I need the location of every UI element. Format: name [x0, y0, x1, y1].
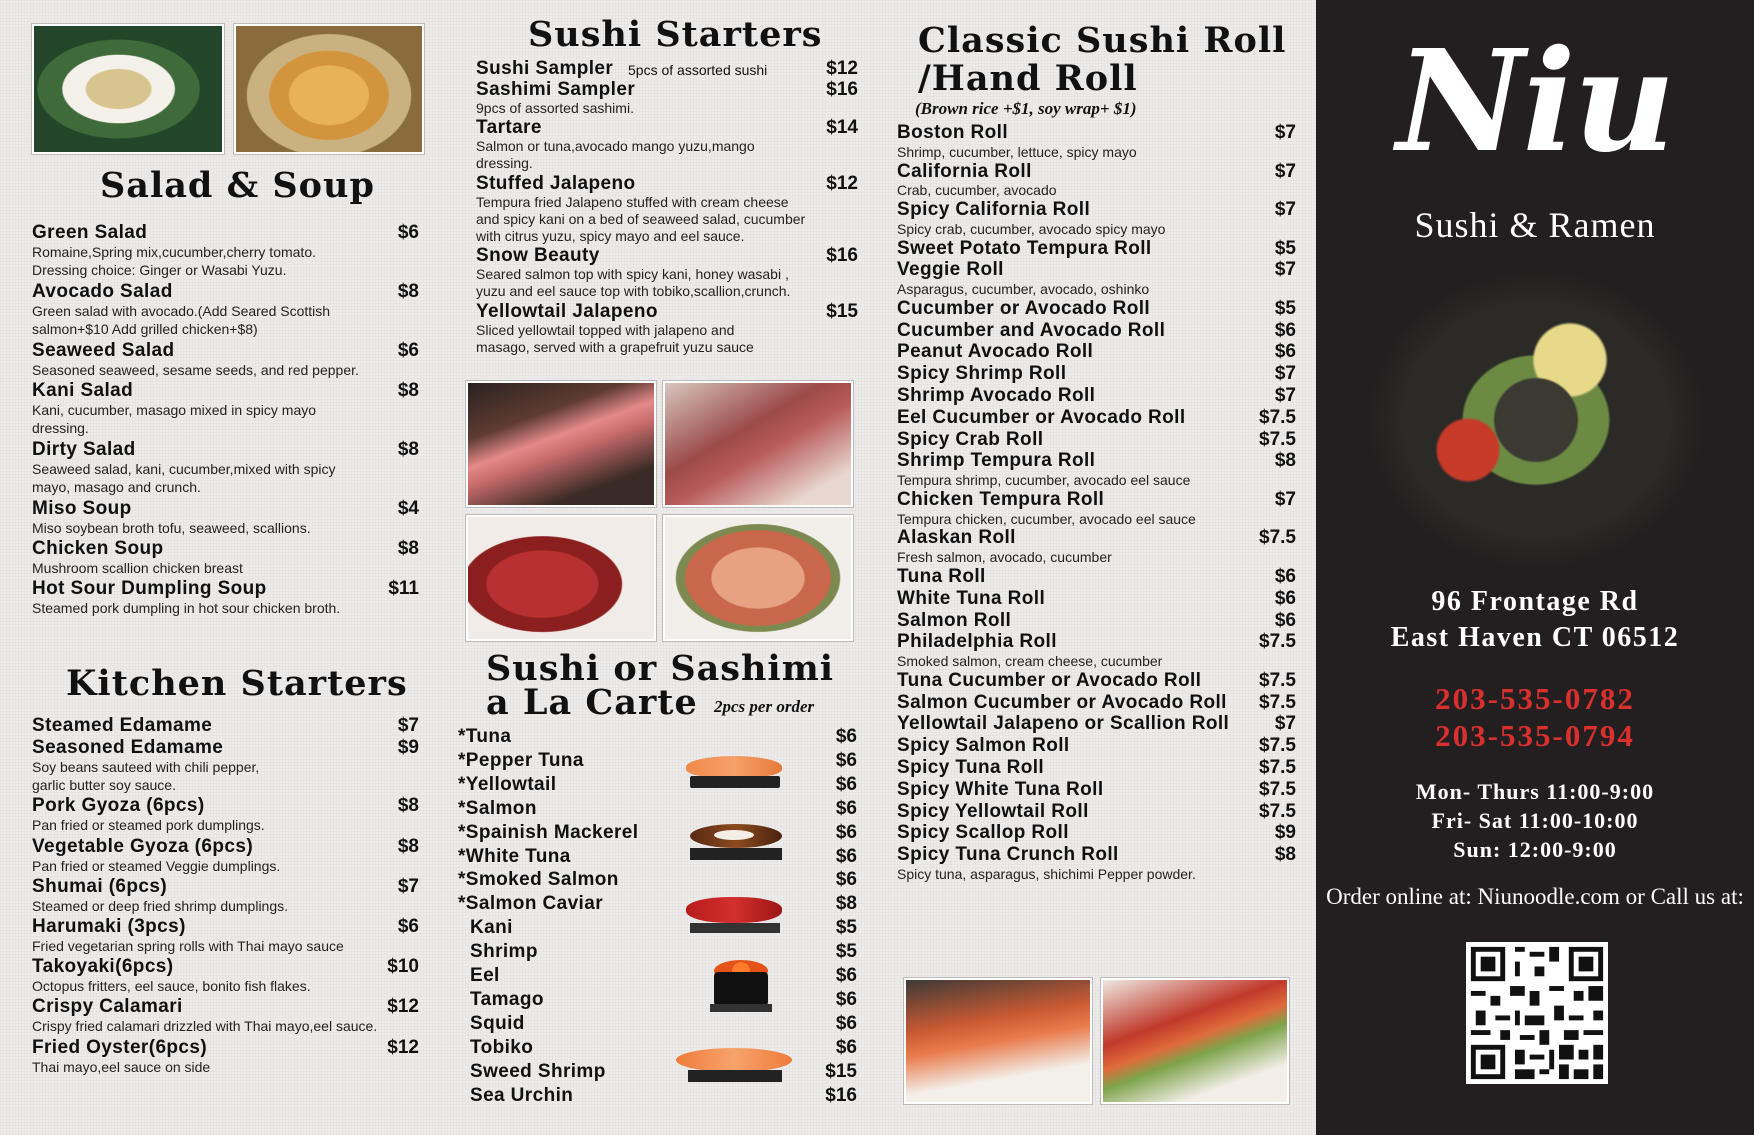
a-la-carte-item-price: $6 [835, 1036, 857, 1058]
roll-name: Shrimp Tempura Roll [897, 450, 1096, 472]
a-la-carte-item-name: Eel [470, 965, 500, 986]
sushi-photo-3 [466, 515, 656, 641]
nigiri-salmon-image [686, 752, 786, 790]
menu-item-description: Kani, cucumber, masago mixed in spicy mayo [32, 402, 317, 418]
miso-soup-photo [32, 24, 224, 154]
menu-item-note: 5pcs of assorted sushi [628, 62, 768, 78]
sushi-photo-4 [663, 515, 853, 641]
a-la-carte-item-price: $6 [835, 988, 857, 1010]
roll-price: $7.5 [1259, 631, 1296, 653]
roll-price: $5 [1274, 297, 1296, 319]
a-la-carte-item-name: Shrimp [470, 941, 538, 963]
menu-item-name: Avocado Salad [32, 280, 173, 302]
roll-name: Sweet Potato Tempura Roll [897, 237, 1152, 259]
a-la-carte-item-name: Sweed Shrimp [470, 1060, 606, 1082]
menu-item-price: $7 [397, 715, 419, 736]
roll-price: $7.5 [1259, 669, 1296, 691]
roll-price: $7.5 [1259, 778, 1296, 800]
roll-price: $7.5 [1259, 757, 1296, 778]
menu-item-description: Steamed pork dumpling in hot sour chicken broth. [32, 600, 341, 617]
a-la-carte-item-price: $6 [835, 965, 857, 986]
menu-item-name: Vegetable Gyoza (6pcs) [32, 835, 254, 857]
menu-item-description: Romaine,Spring mix,cucumber,cherry tomato. [32, 244, 316, 260]
roll-price: $7.5 [1259, 428, 1296, 450]
a-la-carte-item-name: *Yellowtail [458, 773, 557, 795]
tagline: Sushi & Ramen [1414, 205, 1656, 245]
a-la-carte-item-name: Squid [470, 1012, 525, 1034]
menu-item-price: $11 [388, 578, 419, 600]
menu-item-name: Miso Soup [32, 497, 132, 519]
sushi-photo-1 [466, 381, 656, 507]
menu-item-description: Octopus fritters, eel sauce, bonito fish flakes. [32, 978, 311, 995]
roll-description: Tempura chicken, cucumber, avocado eel sauce [897, 510, 1196, 527]
nigiri-eel-image [684, 822, 788, 862]
menu-item-description: 9pcs of assorted sashimi. [476, 100, 634, 116]
a-la-carte-item-name: *Pepper Tuna [458, 749, 584, 771]
roll-price: $7 [1274, 363, 1296, 385]
a-la-carte-item-name: *Salmon Caviar [458, 893, 603, 915]
roll-name: Veggie Roll [897, 259, 1004, 281]
roll-price: $7.5 [1259, 527, 1296, 549]
menu-item-price: $6 [397, 916, 419, 937]
roll-price: $6 [1274, 565, 1296, 587]
menu-item-name: Stuffed Jalapeno [476, 172, 636, 194]
roll-name: Salmon Cucumber or Avocado Roll [897, 691, 1227, 713]
menu-item-price: $8 [397, 835, 419, 857]
menu-item-description: Seasoned seaweed, sesame seeds, and red pepper. [32, 361, 359, 378]
roll-price: $7 [1274, 259, 1296, 281]
roll-name: Spicy Tuna Roll [897, 757, 1045, 778]
roll-price: $9 [1274, 822, 1296, 844]
menu-item-description: Mushroom scallion chicken breast [32, 560, 243, 576]
roll-name: Spicy Yellowtail Roll [897, 800, 1089, 822]
a-la-carte-item-price: $6 [835, 869, 857, 891]
menu-item-description: Pan fried or steamed pork dumplings. [32, 817, 265, 834]
menu-item-name: Steamed Edamame [32, 715, 213, 736]
classic-roll-subtitle: (Brown rice +$1, soy wrap+ $1) [915, 99, 1137, 118]
roll-description: Smoked salmon, cream cheese, cucumber [897, 653, 1163, 670]
roll-price: $7 [1274, 713, 1296, 735]
menu-item-price: $8 [397, 438, 419, 460]
phone-2[interactable]: 203-535-0794 [1435, 718, 1635, 753]
a-la-carte-item-name: Kani [470, 917, 513, 939]
roll-name: Yellowtail Jalapeno or Scallion Roll [897, 713, 1230, 735]
roll-description: Shrimp, cucumber, lettuce, spicy mayo [897, 143, 1137, 160]
menu-item-description: garlic butter soy sauce. [32, 777, 176, 794]
menu-item-name: Sashimi Sampler [476, 79, 636, 100]
a-la-carte-title-2: a La Carte [486, 682, 698, 723]
a-la-carte-item-price: $6 [835, 797, 857, 819]
address-line1: 96 Frontage Rd [1431, 586, 1639, 617]
info-panel [1316, 0, 1754, 1135]
a-la-carte-item-name: *Smoked Salmon [458, 869, 619, 891]
menu-item-name: Sushi Sampler [476, 58, 614, 79]
menu-item-description: Green salad with avocado.(Add Seared Scottish [32, 302, 331, 319]
menu-item-name: Dirty Salad [32, 438, 136, 460]
menu-item-price: $8 [397, 795, 419, 817]
a-la-carte-item-price: $5 [835, 917, 857, 939]
menu-item-name: Hot Sour Dumpling Soup [32, 578, 267, 600]
hours-friday-saturday: Fri- Sat 11:00-10:00 [1431, 808, 1639, 833]
roll-name: Alaskan Roll [897, 527, 1016, 549]
menu-item-price: $12 [387, 1036, 419, 1058]
roll-name: Philadelphia Roll [897, 631, 1057, 653]
roll-name: Chicken Tempura Roll [897, 488, 1105, 510]
menu-item-price: $8 [397, 280, 419, 302]
menu-item-price: $6 [397, 222, 419, 243]
roll-name: Salmon Roll [897, 609, 1012, 631]
a-la-carte-item-name: Tobiko [470, 1036, 534, 1058]
menu-item-description: Miso soybean broth tofu, seaweed, scallions. [32, 519, 311, 536]
menu-item-description: and spicy kani on a bed of seaweed salad, cucumber [476, 210, 806, 227]
menu-item-price: $4 [397, 497, 419, 519]
a-la-carte-item-name: *White Tuna [458, 845, 571, 867]
menu-item-price: $10 [387, 956, 419, 978]
menu-item-price: $12 [826, 172, 858, 194]
menu-item-name: Crispy Calamari [32, 996, 183, 1018]
a-la-carte-item-name: *Tuna [458, 726, 512, 747]
roll-name: Tuna Cucumber or Avocado Roll [897, 669, 1202, 691]
menu-item-description: Fried vegetarian spring rolls with Thai mayo sauce [32, 938, 344, 954]
a-la-carte-item-name: Sea Urchin [470, 1084, 574, 1106]
menu-item-price: $16 [826, 79, 858, 100]
roll-name: Cucumber and Avocado Roll [897, 319, 1166, 341]
address-line2: East Haven CT 06512 [1390, 622, 1680, 653]
roll-price: $7 [1274, 199, 1296, 220]
roll-name: Spicy Shrimp Roll [897, 363, 1067, 385]
phone-1[interactable]: 203-535-0782 [1435, 681, 1635, 716]
roll-name: Peanut Avocado Roll [897, 341, 1094, 363]
a-la-carte-item-price: $5 [835, 941, 857, 963]
menu-item-name: Snow Beauty [476, 245, 600, 267]
classic-roll-title-2: /Hand Roll [918, 58, 1138, 99]
roll-price: $8 [1274, 844, 1296, 866]
roll-name: Shrimp Avocado Roll [897, 385, 1096, 406]
nigiri-salmon-2-image [676, 1044, 794, 1086]
menu-item-name: Pork Gyoza (6pcs) [32, 795, 205, 817]
hours-weekday: Mon- Thurs 11:00-9:00 [1415, 779, 1655, 804]
salad-soup-title: Salad & Soup [100, 165, 375, 206]
sushi-photo-2 [663, 381, 853, 507]
kitchen-starters-title: Kitchen Starters [66, 663, 408, 704]
order-online-text[interactable]: Order online at: Niunoodle.com or Call us at: [1326, 884, 1744, 909]
menu-item-name: Chicken Soup [32, 538, 164, 559]
menu-item-description: Tempura fried Jalapeno stuffed with cream cheese [476, 193, 789, 210]
roll-description: Tempura shrimp, cucumber, avocado eel sauce [897, 472, 1191, 489]
roll-price: $6 [1274, 341, 1296, 363]
menu-item-price: $6 [397, 339, 419, 361]
menu-item-description: Sliced yellowtail topped with jalapeno and [476, 321, 735, 338]
menu-item-description: Crispy fried calamari drizzled with Thai mayo,eel sauce. [32, 1018, 378, 1035]
menu-item-price: $8 [397, 538, 419, 559]
roll-price: $7 [1274, 488, 1296, 510]
menu-item-description: Soy beans sauteed with chili pepper, [32, 759, 260, 775]
qr-code[interactable] [1466, 942, 1608, 1084]
roll-description: Asparagus, cucumber, avocado, oshinko [897, 281, 1150, 298]
roll-price: $7.5 [1259, 800, 1296, 822]
menu-item-price: $15 [826, 300, 858, 322]
a-la-carte-item-price: $15 [825, 1060, 857, 1082]
menu-item-name: Seaweed Salad [32, 339, 175, 361]
rolls-photo [1366, 270, 1706, 570]
menu-item-name: Fried Oyster(6pcs) [32, 1036, 208, 1058]
roll-description: Spicy crab, cucumber, avocado spicy mayo [897, 220, 1166, 237]
a-la-carte-item-name: Tamago [470, 988, 544, 1010]
roll-photo-2 [1101, 978, 1289, 1104]
a-la-carte-item-price: $16 [825, 1084, 857, 1106]
menu-item-description: Salmon or tuna,avocado mango yuzu,mango [476, 138, 755, 155]
menu-item-description: Thai mayo,eel sauce on side [32, 1058, 211, 1075]
sushi-starters-title: Sushi Starters [528, 14, 823, 55]
menu-item-description: Seared salmon top with spicy kani, honey wasabi , [476, 266, 789, 283]
roll-name: Spicy Salmon Roll [897, 735, 1070, 757]
roll-name: Tuna Roll [897, 565, 986, 587]
roll-name: Spicy California Roll [897, 199, 1091, 220]
qr-code-icon [1466, 942, 1608, 1084]
a-la-carte-item-price: $6 [835, 726, 857, 747]
a-la-carte-item-name: *Salmon [458, 797, 537, 819]
nigiri-tuna-image [686, 895, 784, 935]
tempura-photo [234, 24, 424, 154]
menu-item-name: Green Salad [32, 222, 148, 243]
menu-item-description: mayo, masago and crunch. [32, 479, 201, 496]
menu-item-price: $14 [826, 117, 858, 139]
gunkan-roe-image [710, 960, 772, 1014]
roll-description: Fresh salmon, avocado, cucumber [897, 549, 1112, 566]
roll-photo-1 [904, 978, 1092, 1104]
roll-name: California Roll [897, 160, 1032, 182]
roll-price: $5 [1274, 237, 1296, 259]
menu-item-name: Takoyaki(6pcs) [32, 956, 174, 978]
logo: Niu [1396, 20, 1674, 184]
roll-description: Spicy tuna, asparagus, shichimi Pepper powder. [897, 866, 1196, 882]
roll-name: Boston Roll [897, 122, 1008, 143]
roll-name: Eel Cucumber or Avocado Roll [897, 406, 1186, 428]
roll-price: $6 [1274, 609, 1296, 631]
menu-item-description: masago, served with a grapefruit yuzu sauce [476, 338, 754, 355]
roll-description: Crab, cucumber, avocado [897, 182, 1057, 199]
roll-name: Spicy Tuna Crunch Roll [897, 844, 1119, 866]
menu-item-price: $16 [826, 245, 858, 267]
a-la-carte-title-1: Sushi or Sashimi [486, 648, 835, 689]
menu-item-name: Shumai (6pcs) [32, 875, 168, 897]
menu-item-name: Seasoned Edamame [32, 737, 224, 758]
menu-item-description: yuzu and eel sauce top with tobiko,scallion,crunch. [476, 283, 791, 300]
a-la-carte-item-price: $6 [835, 1012, 857, 1034]
menu-item-description: Steamed or deep fried shrimp dumplings. [32, 897, 289, 914]
menu-item-price: $12 [387, 996, 419, 1018]
roll-price: $7.5 [1259, 735, 1296, 757]
roll-price: $8 [1274, 450, 1296, 472]
a-la-carte-item-price: $8 [835, 893, 857, 915]
menu-item-description: salmon+$10 Add grilled chicken+$8) [32, 321, 258, 338]
menu-item-name: Kani Salad [32, 380, 134, 401]
menu-item-price: $9 [397, 737, 419, 758]
menu-item-description: Dressing choice: Ginger or Wasabi Yuzu. [32, 262, 287, 279]
roll-price: $7 [1274, 122, 1296, 143]
roll-name: Cucumber or Avocado Roll [897, 297, 1151, 319]
menu-item-price: $7 [397, 875, 419, 897]
menu-item-description: dressing. [32, 420, 89, 437]
a-la-carte-item-name: *Spainish Mackerel [458, 821, 639, 843]
hours-sunday: Sun: 12:00-9:00 [1453, 837, 1617, 862]
menu-item-name: Tartare [476, 117, 542, 139]
a-la-carte-item-price: $6 [835, 773, 857, 795]
menu-item-description: Seaweed salad, kani, cucumber,mixed with spicy [32, 460, 336, 477]
roll-price: $7.5 [1259, 406, 1296, 428]
roll-price: $7 [1274, 385, 1296, 406]
a-la-carte-item-price: $6 [835, 749, 857, 771]
menu-item-price: $12 [826, 58, 858, 79]
roll-name: White Tuna Roll [897, 587, 1046, 609]
a-la-carte-note: 2pcs per order [714, 697, 815, 716]
roll-price: $7.5 [1259, 691, 1296, 713]
roll-price: $6 [1274, 587, 1296, 609]
menu-item-price: $8 [397, 380, 419, 401]
a-la-carte-item-price: $6 [835, 845, 857, 867]
roll-name: Spicy Crab Roll [897, 428, 1044, 450]
menu-item-name: Yellowtail Jalapeno [476, 300, 658, 322]
roll-price: $6 [1274, 319, 1296, 341]
roll-name: Spicy Scallop Roll [897, 822, 1069, 844]
classic-roll-title-1: Classic Sushi Roll [918, 20, 1287, 61]
menu-item-name: Harumaki (3pcs) [32, 916, 186, 937]
menu-item-description: dressing. [476, 155, 533, 172]
menu-item-description: with citrus yuzu, spicy mayo and eel sauce. [476, 228, 745, 244]
roll-name: Spicy White Tuna Roll [897, 778, 1104, 800]
roll-price: $7 [1274, 160, 1296, 182]
menu-item-description: Pan fried or steamed Veggie dumplings. [32, 857, 281, 874]
a-la-carte-item-price: $6 [835, 821, 857, 843]
